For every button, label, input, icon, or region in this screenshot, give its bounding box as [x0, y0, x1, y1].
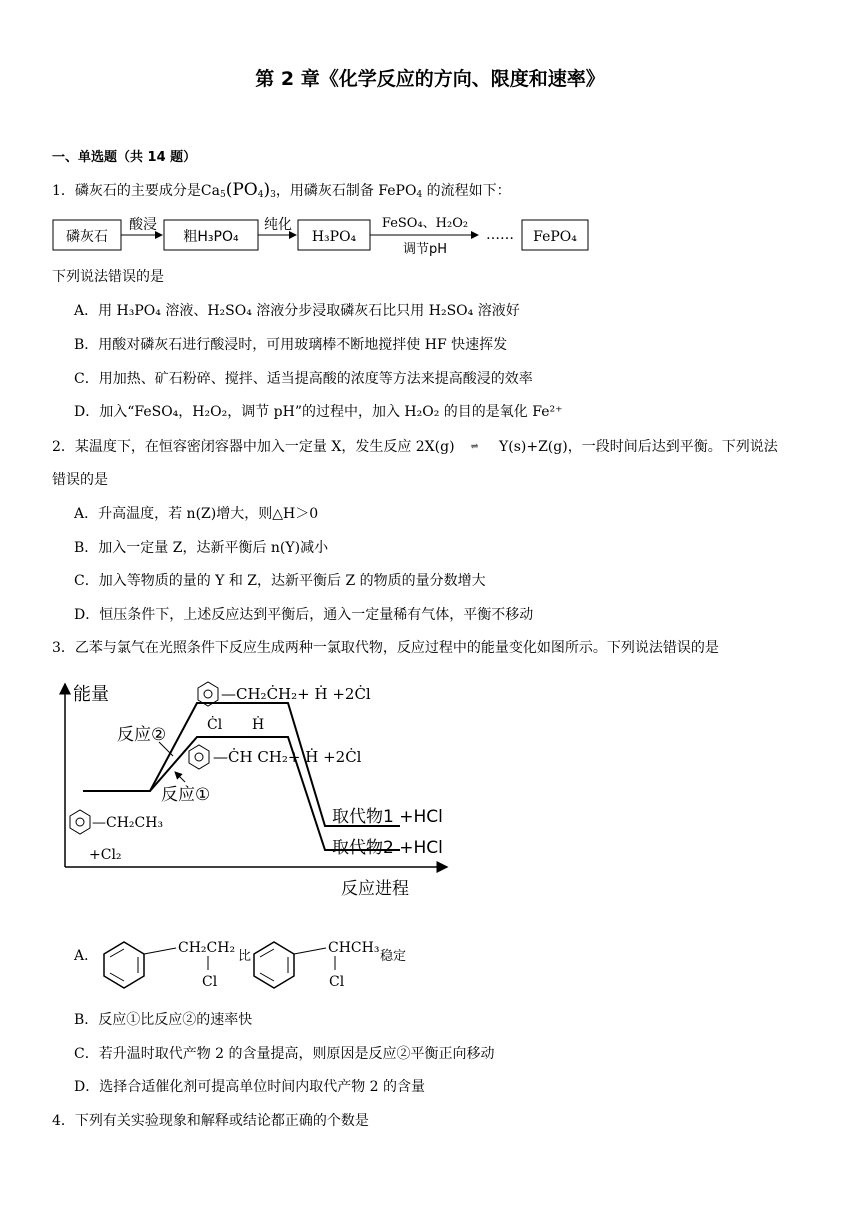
q1-formula-close-sub: 3 — [270, 190, 276, 200]
top2-cl-label: Ċl — [207, 717, 223, 733]
q1-option-b[interactable]: B．用酸对磷灰石进行酸浸时，可用玻璃棒不断地搅拌使 HF 快速挥发 — [74, 337, 508, 353]
benzene-circle-icon — [76, 818, 84, 826]
flow-arrow-2-label: 纯化 — [264, 217, 292, 233]
flow-box-4-label: FePO₄ — [533, 229, 577, 245]
q1-stem-sub: 4 — [416, 190, 423, 200]
product2-label: 取代物2 +HCl — [332, 838, 443, 858]
bond-line — [144, 948, 176, 954]
q2-stem-line1 — [52, 436, 778, 456]
q1-formula-close: ) — [263, 180, 271, 200]
reaction-2-label: 反应② — [117, 725, 167, 745]
q3-option-a[interactable]: A． — [74, 948, 99, 964]
q2-stem-text-b: Y(s)+Z(g)，一段时间后达到平衡。下列说法 — [494, 439, 778, 455]
q1-option-d[interactable]: D．加入“FeSO₄，H₂O₂，调节 pH”的过程中，加入 H₂O₂ 的目的是氧化 Fe²⁺ — [74, 404, 563, 420]
benzene-double-bond-icon — [110, 973, 124, 981]
q1-stem — [52, 180, 511, 200]
q1-option-a[interactable]: A．用 H₃PO₄ 溶液、H₂SO₄ 溶液分步浸取磷灰石比只用 H₂SO₄ 溶液好 — [74, 303, 520, 319]
q3-energy-diagram — [55, 670, 455, 905]
flow-box-3-label: H₃PO₄ — [311, 229, 357, 245]
q1-lead: 下列说法错误的是 — [52, 269, 164, 285]
reactant-cl2-label: +Cl₂ — [89, 847, 122, 863]
benzene-ring-icon — [70, 810, 90, 834]
q3-option-a-structures — [98, 918, 428, 996]
a-suffix-text: 稳定 — [380, 949, 407, 964]
top2-h-label: Ḣ — [252, 717, 265, 733]
q3-option-c[interactable]: C．若升温时取代产物 2 的含量提高，则原因是反应②平衡正向移动 — [74, 1046, 495, 1062]
reaction-1-label: 反应① — [161, 785, 211, 805]
q1-formula-ca: Ca — [200, 183, 220, 199]
q1-option-c[interactable]: C．用加热、矿石粉碎、搅拌、适当提高酸的浓度等方法来提高酸浸的效率 — [74, 371, 533, 387]
q1-stem-text-c: 的流程如下： — [422, 183, 511, 199]
equilibrium-arrow-icon: ⇌ — [470, 442, 479, 452]
page-title: 第 2 章《化学反应的方向、限度和速率》 — [255, 68, 605, 90]
q1-formula-po-sub: 4 — [257, 190, 264, 200]
q1-formula-ca-sub: 5 — [219, 190, 226, 200]
reaction-1-pointer — [175, 772, 185, 782]
top1-label: —ĊH CH₂+ Ḣ +2Ċl — [213, 748, 362, 766]
q2-stem-line2: 错误的是 — [52, 472, 108, 488]
flow-box-2-label: 粗H₃PO₄ — [183, 229, 239, 245]
flow-arrow-1-label: 酸浸 — [129, 217, 157, 233]
x-axis-label: 反应进程 — [341, 879, 409, 899]
q1-stem-text: 1．磷灰石的主要成分是 — [52, 183, 201, 199]
q3-stem: 3．乙苯与氯气在光照条件下反应生成两种一氯取代物，反应过程中的能量变化如图所示。下列说法错误的是 — [52, 640, 719, 656]
bond-line — [294, 948, 326, 954]
benzene-double-bond-icon — [260, 949, 274, 957]
benzene-ring-top1-icon — [189, 745, 209, 769]
q1-formula-po: (PO — [225, 180, 258, 200]
section-heading: 一、单选题（共 14 题） — [52, 150, 197, 165]
flow-arrow-3-top: FeSO₄、H₂O₂ — [381, 216, 469, 231]
flow-arrow-3-bottom: 调节pH — [402, 242, 448, 257]
q2-option-d[interactable]: D．恒压条件下，上述反应达到平衡后，通入一定量稀有气体，平衡不移动 — [74, 607, 534, 623]
y-axis-label: 能量 — [73, 684, 109, 705]
a-right-group: CHCH₃ — [328, 940, 380, 956]
product1-label: 取代物1 +HCl — [332, 807, 443, 827]
a-left-cl: Cl — [202, 974, 218, 990]
benzene-circle-top2-icon — [204, 690, 212, 698]
benzene-double-bond-icon — [260, 973, 274, 981]
q2-option-b[interactable]: B．加入一定量 Z，达新平衡后 n(Y)减小 — [74, 540, 329, 556]
reactant-label: —CH₂CH₃ — [92, 815, 164, 831]
a-right-cl: Cl — [329, 974, 345, 990]
q2-stem-text: 2．某温度下，在恒容密闭容器中加入一定量 X，发生反应 2X(g) — [52, 439, 455, 455]
q3-option-d[interactable]: D．选择合适催化剂可提高单位时间内取代产物 2 的含量 — [74, 1079, 426, 1095]
flow-dots: …… — [486, 227, 514, 243]
top2-label: —CH₂ĊH₂+ Ḣ +2Ċl — [221, 685, 371, 703]
q1-stem-text-b: ，用磷灰石制备 FePO — [275, 183, 417, 199]
a-mid-text: 比 — [238, 949, 252, 964]
flow-box-1-label: 磷灰石 — [66, 229, 108, 245]
q2-option-a[interactable]: A．升高温度，若 n(Z)增大，则△H＞0 — [74, 506, 319, 522]
benzene-circle-top1-icon — [195, 753, 203, 761]
q2-option-c[interactable]: C．加入等物质的量的 Y 和 Z，达新平衡后 Z 的物质的量分数增大 — [74, 573, 486, 589]
benzene-double-bond-icon — [110, 949, 124, 957]
q1-flow-diagram — [50, 210, 610, 260]
a-left-group: CH₂CH₂ — [178, 940, 236, 956]
q3-option-b[interactable]: B．反应①比反应②的速率快 — [74, 1012, 253, 1028]
q4-stem: 4．下列有关实验现象和解释或结论都正确的个数是 — [52, 1113, 369, 1129]
